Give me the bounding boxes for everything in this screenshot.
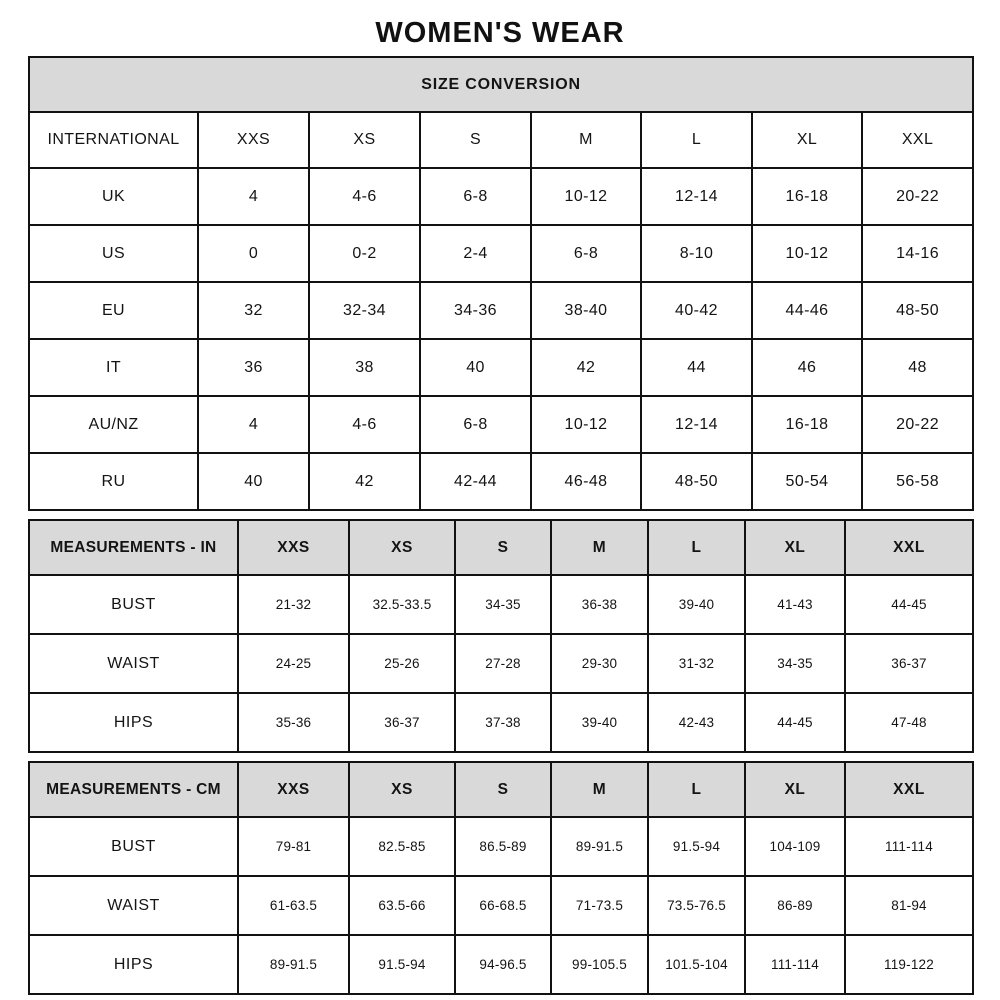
value-cell: 29-30 xyxy=(551,634,648,693)
measurements-cm-title: MEASUREMENTS - CM xyxy=(29,762,238,817)
value-cell: 66-68.5 xyxy=(455,876,551,935)
value-cell: 48-50 xyxy=(862,282,973,339)
value-cell: 40 xyxy=(420,339,531,396)
value-cell: 47-48 xyxy=(845,693,973,752)
row-label: WAIST xyxy=(29,876,238,935)
row-label: HIPS xyxy=(29,935,238,994)
value-cell: 39-40 xyxy=(551,693,648,752)
row-label: BUST xyxy=(29,817,238,876)
value-cell: 4-6 xyxy=(309,168,420,225)
value-cell: 111-114 xyxy=(845,817,973,876)
row-label: EU xyxy=(29,282,198,339)
value-cell: 36-38 xyxy=(551,575,648,634)
value-cell: 36-37 xyxy=(349,693,455,752)
value-cell: 89-91.5 xyxy=(551,817,648,876)
value-cell: 63.5-66 xyxy=(349,876,455,935)
measurements-cm-table xyxy=(28,761,974,995)
value-cell: 36 xyxy=(198,339,309,396)
measurements-in-body xyxy=(29,575,973,752)
measurements-in-table xyxy=(28,519,974,753)
measurements-cm-header-row xyxy=(29,762,973,817)
value-cell: 32-34 xyxy=(309,282,420,339)
measurements-cm-body xyxy=(29,817,973,994)
value-cell: 32.5-33.5 xyxy=(349,575,455,634)
value-cell: 44-45 xyxy=(745,693,845,752)
row-label: RU xyxy=(29,453,198,510)
value-cell: 94-96.5 xyxy=(455,935,551,994)
value-cell: 4 xyxy=(198,396,309,453)
value-cell: 16-18 xyxy=(752,168,862,225)
value-cell: 86.5-89 xyxy=(455,817,551,876)
row-label: BUST xyxy=(29,575,238,634)
value-cell: 50-54 xyxy=(752,453,862,510)
measurements-in-row xyxy=(29,575,973,634)
size-column-header: XXS xyxy=(238,762,349,817)
value-cell: 91.5-94 xyxy=(349,935,455,994)
value-cell: 6-8 xyxy=(420,168,531,225)
value-cell: 44-46 xyxy=(752,282,862,339)
size-column-header: XS xyxy=(349,520,455,575)
size-conversion-row xyxy=(29,339,973,396)
size-column-header: XS xyxy=(309,112,420,168)
value-cell: 38 xyxy=(309,339,420,396)
value-cell: 0-2 xyxy=(309,225,420,282)
size-conversion-row xyxy=(29,396,973,453)
row-label: HIPS xyxy=(29,693,238,752)
size-column-header: L xyxy=(648,762,745,817)
size-column-header: XL xyxy=(752,112,862,168)
value-cell: 4 xyxy=(198,168,309,225)
value-cell: 39-40 xyxy=(648,575,745,634)
value-cell: 42-43 xyxy=(648,693,745,752)
size-conversion-row xyxy=(29,225,973,282)
value-cell: 40-42 xyxy=(641,282,752,339)
measurements-cm-row xyxy=(29,817,973,876)
measurements-in-row xyxy=(29,634,973,693)
size-column-header: XXL xyxy=(862,112,973,168)
value-cell: 46 xyxy=(752,339,862,396)
row-label: IT xyxy=(29,339,198,396)
value-cell: 40 xyxy=(198,453,309,510)
value-cell: 6-8 xyxy=(420,396,531,453)
value-cell: 21-32 xyxy=(238,575,349,634)
value-cell: 0 xyxy=(198,225,309,282)
size-column-header: XXS xyxy=(238,520,349,575)
value-cell: 48-50 xyxy=(641,453,752,510)
value-cell: 2-4 xyxy=(420,225,531,282)
value-cell: 104-109 xyxy=(745,817,845,876)
value-cell: 35-36 xyxy=(238,693,349,752)
value-cell: 89-91.5 xyxy=(238,935,349,994)
value-cell: 42-44 xyxy=(420,453,531,510)
size-conversion-banner-row xyxy=(29,57,973,112)
measurements-in-row xyxy=(29,693,973,752)
value-cell: 20-22 xyxy=(862,168,973,225)
size-column-header: XL xyxy=(745,762,845,817)
size-column-header: INTERNATIONAL xyxy=(29,112,198,168)
value-cell: 81-94 xyxy=(845,876,973,935)
value-cell: 42 xyxy=(309,453,420,510)
value-cell: 36-37 xyxy=(845,634,973,693)
size-column-header: L xyxy=(648,520,745,575)
size-column-header: M xyxy=(551,762,648,817)
row-label: WAIST xyxy=(29,634,238,693)
value-cell: 37-38 xyxy=(455,693,551,752)
value-cell: 34-35 xyxy=(745,634,845,693)
value-cell: 111-114 xyxy=(745,935,845,994)
size-conversion-row xyxy=(29,453,973,510)
measurements-in-header-row xyxy=(29,520,973,575)
row-label: AU/NZ xyxy=(29,396,198,453)
value-cell: 20-22 xyxy=(862,396,973,453)
value-cell: 25-26 xyxy=(349,634,455,693)
size-column-header: M xyxy=(551,520,648,575)
size-column-header: S xyxy=(455,762,551,817)
value-cell: 10-12 xyxy=(531,168,641,225)
value-cell: 44 xyxy=(641,339,752,396)
value-cell: 41-43 xyxy=(745,575,845,634)
value-cell: 61-63.5 xyxy=(238,876,349,935)
value-cell: 6-8 xyxy=(531,225,641,282)
value-cell: 10-12 xyxy=(752,225,862,282)
page-title: WOMEN'S WEAR xyxy=(375,17,625,49)
value-cell: 82.5-85 xyxy=(349,817,455,876)
value-cell: 44-45 xyxy=(845,575,973,634)
value-cell: 79-81 xyxy=(238,817,349,876)
value-cell: 73.5-76.5 xyxy=(648,876,745,935)
size-conversion-table xyxy=(28,56,974,511)
size-column-header: XXL xyxy=(845,762,973,817)
size-conversion-title: SIZE CONVERSION xyxy=(29,57,973,112)
size-conversion-row xyxy=(29,168,973,225)
value-cell: 12-14 xyxy=(641,396,752,453)
measurements-cm-row xyxy=(29,935,973,994)
value-cell: 8-10 xyxy=(641,225,752,282)
size-conversion-row xyxy=(29,282,973,339)
size-column-header: XL xyxy=(745,520,845,575)
value-cell: 101.5-104 xyxy=(648,935,745,994)
size-column-header: XS xyxy=(349,762,455,817)
value-cell: 34-36 xyxy=(420,282,531,339)
value-cell: 32 xyxy=(198,282,309,339)
value-cell: 71-73.5 xyxy=(551,876,648,935)
value-cell: 56-58 xyxy=(862,453,973,510)
row-label: US xyxy=(29,225,198,282)
value-cell: 86-89 xyxy=(745,876,845,935)
value-cell: 48 xyxy=(862,339,973,396)
value-cell: 91.5-94 xyxy=(648,817,745,876)
value-cell: 42 xyxy=(531,339,641,396)
size-column-header: L xyxy=(641,112,752,168)
value-cell: 38-40 xyxy=(531,282,641,339)
size-column-header: XXS xyxy=(198,112,309,168)
value-cell: 4-6 xyxy=(309,396,420,453)
size-column-header: S xyxy=(455,520,551,575)
value-cell: 10-12 xyxy=(531,396,641,453)
row-label: UK xyxy=(29,168,198,225)
value-cell: 14-16 xyxy=(862,225,973,282)
size-conversion-column-header-row xyxy=(29,112,973,168)
size-conversion-body xyxy=(29,168,973,510)
value-cell: 99-105.5 xyxy=(551,935,648,994)
value-cell: 27-28 xyxy=(455,634,551,693)
value-cell: 119-122 xyxy=(845,935,973,994)
value-cell: 34-35 xyxy=(455,575,551,634)
value-cell: 16-18 xyxy=(752,396,862,453)
size-column-header: S xyxy=(420,112,531,168)
value-cell: 12-14 xyxy=(641,168,752,225)
size-column-header: M xyxy=(531,112,641,168)
measurements-in-title: MEASUREMENTS - IN xyxy=(29,520,238,575)
measurements-cm-row xyxy=(29,876,973,935)
size-column-header: XXL xyxy=(845,520,973,575)
value-cell: 46-48 xyxy=(531,453,641,510)
value-cell: 31-32 xyxy=(648,634,745,693)
value-cell: 24-25 xyxy=(238,634,349,693)
